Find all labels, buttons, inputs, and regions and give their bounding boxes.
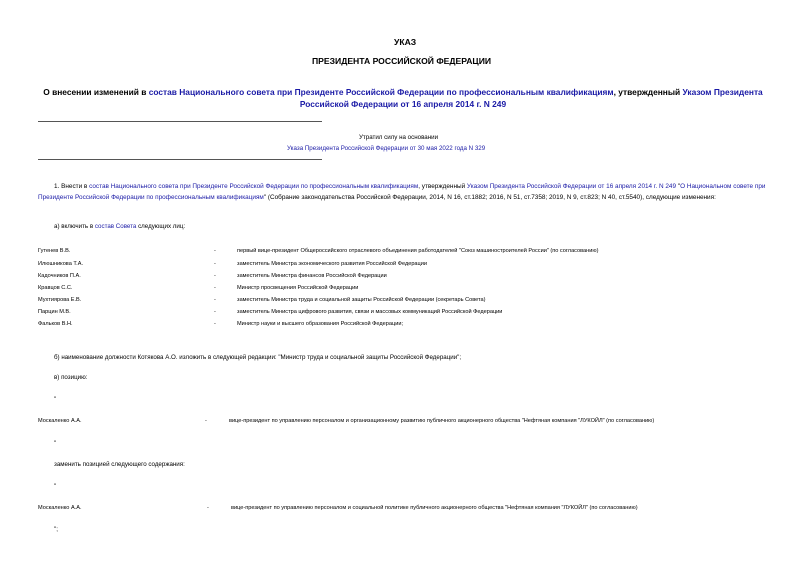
item-b: б) наименование должности Котякова А.О. изложить в следующей редакции: "Министр труда и социальной защиты Российской Федерации"; — [54, 354, 462, 361]
title-link-council[interactable]: состав Национального совета при Президенте Российской Федерации по профессиональным квалификациям — [148, 87, 614, 97]
member-name: Илюшникова Т.А. — [38, 261, 84, 267]
divider-top — [38, 121, 322, 122]
quote-close: "; — [54, 526, 58, 533]
member-name: Фальков В.Н. — [38, 321, 73, 327]
member-name: Кравцов С.С. — [38, 285, 73, 291]
item-a-text-1: а) включить в — [54, 223, 95, 230]
member-role: Министр науки и высшего образования Российской Федерации; — [237, 321, 404, 327]
new-entry-dash: - — [207, 505, 209, 511]
old-entry-role: вице-президент по управлению персоналом и организационному развитию публичного акционерного общества "Нефтяная компания "ЛУКОЙЛ" (по согласованию) — [229, 418, 655, 424]
member-role: первый вице-президент Общероссийского отраслевого объединения работодателей "Союз машиностроителей России" (по согласованию) — [237, 248, 599, 254]
divider-bottom — [38, 159, 322, 160]
old-entry-dash: - — [205, 418, 207, 424]
member-name: Кадочников П.А. — [38, 273, 81, 279]
member-dash: - — [214, 261, 216, 267]
member-dash: - — [214, 321, 216, 327]
title-link-decree[interactable]: Указом Президента Российской Федерации от 16 апреля 2014 г. N 249 — [299, 87, 763, 109]
para1-link-national-council[interactable]: О Национальном совете при Президенте Российской Федерации по профессиональным квалификациям — [38, 183, 766, 201]
replace-instruction: заменить позицией следующего содержания: — [54, 461, 185, 468]
issuer: ПРЕЗИДЕНТА РОССИЙСКОЙ ФЕДЕРАЦИИ — [312, 56, 492, 66]
member-dash: - — [214, 248, 216, 254]
member-dash: - — [214, 297, 216, 303]
title-text-2: , утвержденный — [613, 87, 683, 97]
para1-link-council[interactable]: состав Национального совета при Президенте Российской Федерации по профессиональным квалификациям — [89, 183, 419, 190]
paragraph-1 — [38, 182, 770, 203]
title-text-1: О внесении изменений в — [43, 87, 149, 97]
member-role: заместитель Министра экономического развития Российской Федерации — [237, 261, 427, 267]
item-c: в) позицию: — [54, 374, 88, 381]
member-dash: - — [214, 285, 216, 291]
member-name: Гутенев В.В. — [38, 248, 71, 254]
new-entry-name: Москаленко А.А. — [38, 505, 82, 511]
member-role: заместитель Министра финансов Российской Федерации — [237, 273, 387, 279]
para1-text-3: " — [676, 183, 681, 190]
repeal-link[interactable]: Указа Президента Российской Федерации от 30 мая 2022 года N 329 — [287, 145, 486, 152]
member-role: Министр просвещения Российской Федерации — [237, 285, 359, 291]
para1-text-2: , утвержденный — [418, 183, 467, 190]
member-role: заместитель Министра цифрового развития, связи и массовых коммуникаций Российской Федерации — [237, 309, 503, 315]
new-entry-role: вице-президент по управлению персоналом и социальной политике публичного акционерного общества "Нефтяная компания "ЛУКОЙЛ" (по согласованию) — [231, 505, 638, 511]
item-a — [54, 223, 185, 230]
decree-type: УКАЗ — [394, 37, 417, 47]
item-a-link-council[interactable]: состав Совета — [94, 223, 137, 230]
para1-text-1: 1. Внести в — [54, 183, 90, 190]
member-role: заместитель Министра труда и социальной защиты Российской Федерации (секретарь Совета) — [237, 297, 486, 303]
quote-open: " — [54, 396, 57, 403]
para1-link-decree[interactable]: Указом Президента Российской Федерации от 16 апреля 2014 г. N 249 — [466, 183, 677, 190]
member-dash: - — [214, 309, 216, 315]
member-name: Мухтиярова Е.В. — [38, 297, 82, 303]
quote-open: " — [54, 483, 57, 490]
member-name: Парцин М.В. — [38, 309, 71, 315]
para1-text-4: " (Собрание законодательства Российской Федерации, 2014, N 16, ст.1882; 2016, N 51, ст.7358; 2019, N 9, ст.823; N 40, ст.5540), следующие изменения: — [263, 193, 716, 201]
old-entry-name: Москаленко А.А. — [38, 418, 82, 424]
quote-close: " — [54, 440, 57, 447]
document-title — [40, 86, 766, 110]
member-dash: - — [214, 273, 216, 279]
repeal-note: Утратил силу на основании — [359, 134, 439, 141]
item-a-text-2: следующих лиц: — [136, 223, 186, 230]
